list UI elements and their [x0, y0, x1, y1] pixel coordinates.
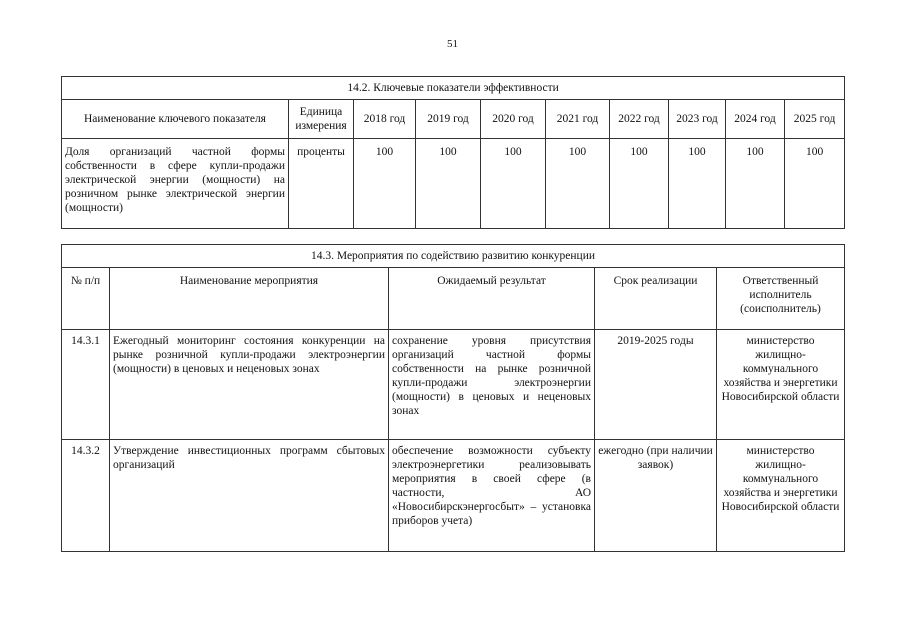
header-year: 2018 год — [354, 100, 416, 139]
table-row — [62, 330, 845, 440]
executor-cell: министерство жилищно-коммунального хозяйства и энергетики Новосибирской области — [717, 440, 845, 552]
value-cell: 100 — [785, 139, 845, 229]
header-unit: Единица измерения — [289, 100, 354, 139]
value-cell: 100 — [546, 139, 610, 229]
table-row — [62, 139, 845, 229]
name-cell: Ежегодный мониторинг состояния конкуренции на рынке розничной купли-продажи электроэнергии (мощности) в ценовых и неценовых зонах — [110, 330, 389, 440]
value-cell: 100 — [354, 139, 416, 229]
header-name: Наименование мероприятия — [110, 268, 389, 330]
header-year: 2023 год — [669, 100, 726, 139]
kpi-table — [61, 76, 845, 229]
value-cell: 100 — [610, 139, 669, 229]
value-cell: 100 — [726, 139, 785, 229]
name-cell: Утверждение инвестиционных программ сбытовых организаций — [110, 440, 389, 552]
header-year: 2019 год — [416, 100, 481, 139]
value-cell: 100 — [669, 139, 726, 229]
header-num: № п/п — [62, 268, 110, 330]
header-year: 2025 год — [785, 100, 845, 139]
unit-cell: проценты — [289, 139, 354, 229]
measures-table — [61, 244, 845, 552]
num-cell: 14.3.1 — [62, 330, 110, 440]
header-result: Ожидаемый результат — [389, 268, 595, 330]
header-year: 2024 год — [726, 100, 785, 139]
header-year: 2020 год — [481, 100, 546, 139]
num-cell: 14.3.2 — [62, 440, 110, 552]
executor-cell: министерство жилищно-коммунального хозяйства и энергетики Новосибирской области — [717, 330, 845, 440]
header-executor: Ответственный исполнитель (соисполнитель) — [717, 268, 845, 330]
header-term: Срок реализации — [595, 268, 717, 330]
term-cell: 2019-2025 годы — [595, 330, 717, 440]
value-cell: 100 — [416, 139, 481, 229]
result-cell: обеспечение возможности субъекту электроэнергетики реализовывать мероприятия в своей сфере (в частности, АО «Новосибирскэнергосбыт» – установка приборов учета) — [389, 440, 595, 552]
header-year: 2022 год — [610, 100, 669, 139]
header-indicator: Наименование ключевого показателя — [62, 100, 289, 139]
result-cell: сохранение уровня присутствия организаций частной формы собственности на рынке розничной купли-продажи электроэнергии (мощности) в ценовых и неценовых зонах — [389, 330, 595, 440]
table-row — [62, 440, 845, 552]
term-cell: ежегодно (при наличии заявок) — [595, 440, 717, 552]
page-number: 51 — [447, 38, 458, 50]
value-cell: 100 — [481, 139, 546, 229]
kpi-table-caption: 14.2. Ключевые показатели эффективности — [62, 77, 845, 100]
indicator-cell: Доля организаций частной формы собственности в сфере купли-продажи электрической энергии (мощности) на розничном рынке электрической энергии (мощности) — [62, 139, 289, 229]
header-year: 2021 год — [546, 100, 610, 139]
measures-table-caption: 14.3. Мероприятия по содействию развитию конкуренции — [62, 245, 845, 268]
